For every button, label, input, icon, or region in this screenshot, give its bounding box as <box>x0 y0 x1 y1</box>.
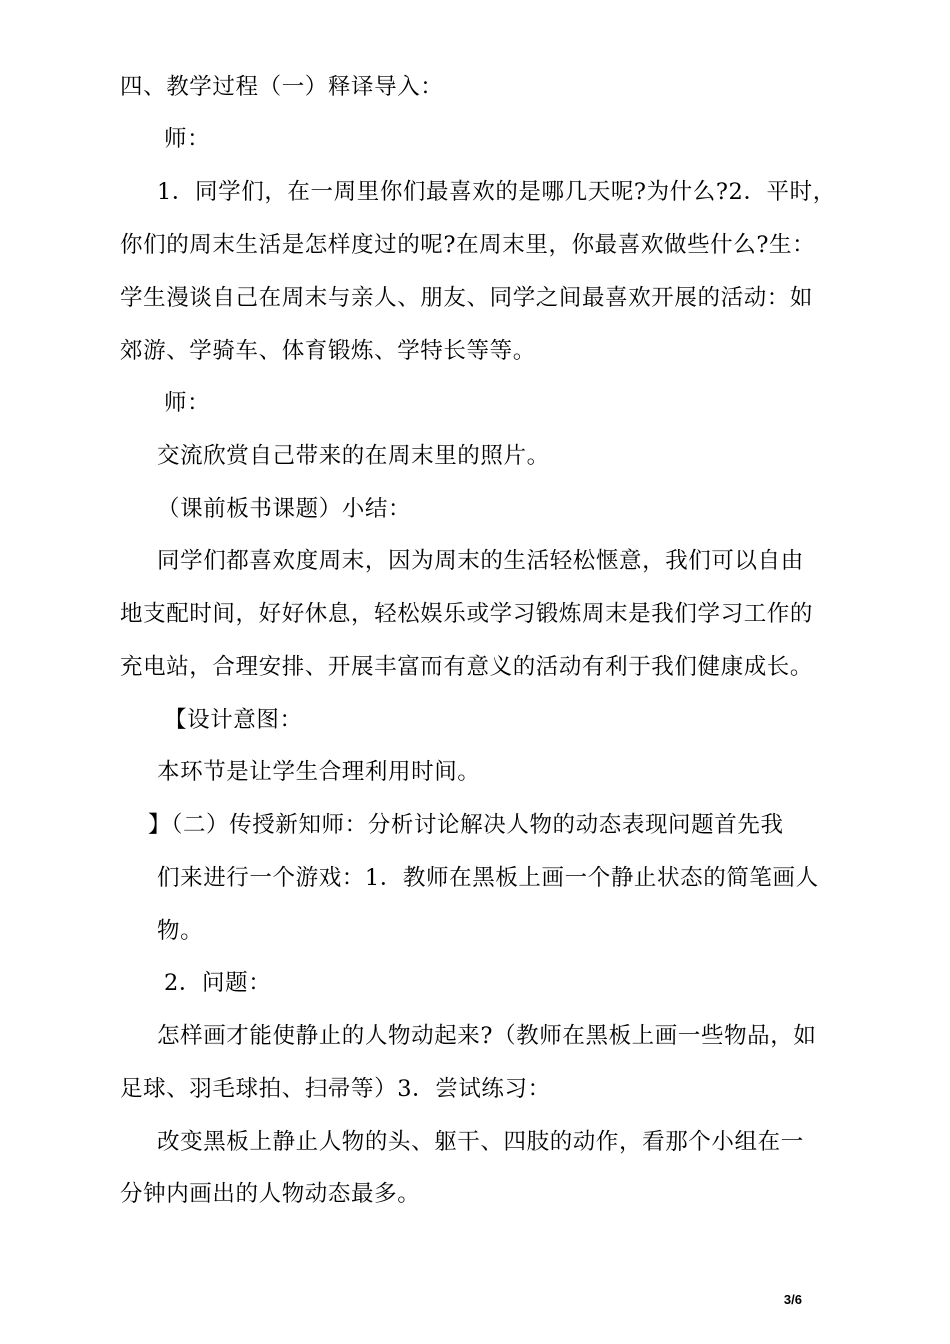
paragraph-line: 【设计意图： <box>164 707 303 733</box>
paragraph-line: 同学们都喜欢度周末，因为周末的生活轻松惬意，我们可以自由 <box>157 548 804 574</box>
paragraph-line: 本环节是让学生合理利用时间。 <box>157 759 481 785</box>
paragraph-line: 学生漫谈自己在周末与亲人、朋友、同学之间最喜欢开展的活动：如 <box>120 285 814 311</box>
paragraph-line: 怎样画才能使静止的人物动起来?（教师在黑板上画一些物品，如 <box>157 1023 817 1049</box>
paragraph-line: （课前板书课题）小结： <box>157 496 412 522</box>
paragraph-line: 充电站，合理安排、开展丰富而有意义的活动有利于我们健康成长。 <box>120 654 814 680</box>
paragraph-line: 】（二）传授新知师：分析讨论解决人物的动态表现问题首先我 <box>148 812 784 838</box>
paragraph-line: 足球、羽毛球拍、扫帚等）3．尝试练习： <box>120 1076 551 1102</box>
paragraph-line: 地支配时间，好好休息，轻松娱乐或学习锻炼周末是我们学习工作的 <box>120 601 814 627</box>
paragraph-line: 郊游、学骑车、体育锻炼、学特长等等。 <box>120 338 536 364</box>
paragraph-line: 们来进行一个游戏：1．教师在黑板上画一个静止状态的简笔画人 <box>157 865 819 891</box>
page-number: 3/6 <box>783 1292 802 1307</box>
paragraph-line: 师： <box>164 390 211 416</box>
paragraph-line: 交流欣赏自己带来的在周末里的照片。 <box>157 443 550 469</box>
paragraph-line: 物。 <box>157 918 204 944</box>
paragraph-line: 2．问题： <box>164 970 272 996</box>
paragraph-line: 1．同学们，在一周里你们最喜欢的是哪几天呢?为什么?2．平时， <box>157 179 836 205</box>
paragraph-line: 分钟内画出的人物动态最多。 <box>120 1181 421 1207</box>
paragraph-line: 你们的周末生活是怎样度过的呢?在周末里，你最喜欢做些什么?生： <box>120 232 816 258</box>
paragraph-line: 师： <box>164 126 211 152</box>
paragraph-line: 改变黑板上静止人物的头、躯干、四肢的动作，看那个小组在一 <box>157 1129 804 1155</box>
section-heading: 四、教学过程（一）释译导入： <box>120 74 444 100</box>
